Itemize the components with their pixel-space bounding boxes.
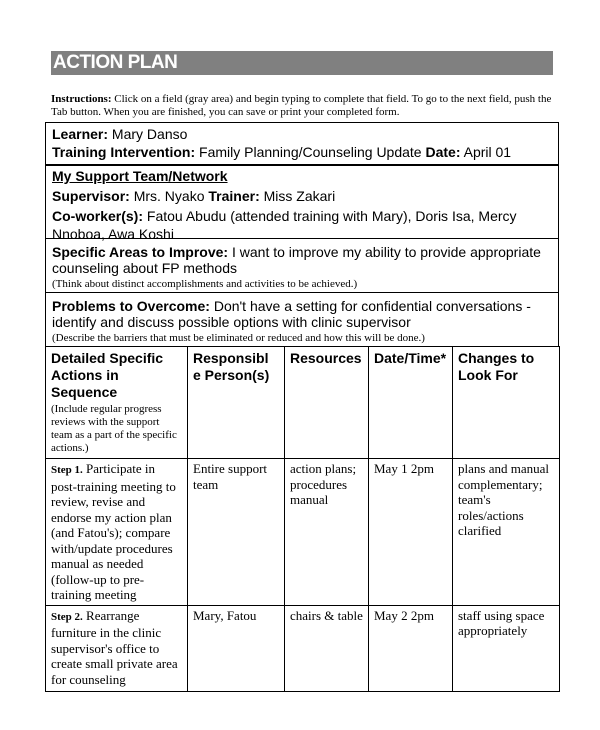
learner-value[interactable]: Mary Danso bbox=[108, 126, 188, 142]
page-title: ACTION PLAN bbox=[51, 51, 553, 75]
resources-cell[interactable]: chairs & table bbox=[285, 605, 369, 691]
resources-cell[interactable]: action plans; procedures manual bbox=[285, 459, 369, 606]
trainer-value[interactable]: Miss Zakari bbox=[259, 188, 336, 204]
problems-value[interactable]: Don't have a setting for confidential conversations - identify and discuss possible options with clinic supervisor bbox=[52, 298, 531, 330]
step-label: Step 2. bbox=[51, 610, 83, 623]
problems-hint: (Describe the barriers that must be eliminated or reduced and how this will be done.) bbox=[52, 332, 425, 344]
action-text: Participate in post-training meeting to review, revise and endorse my action plan (and Fatou's); compare with/update procedures manual as needed (follow-up to pre-training meeting bbox=[51, 461, 176, 602]
action-table bbox=[45, 346, 560, 692]
header-changes: Changes to Look For bbox=[453, 347, 560, 459]
areas-label: Specific Areas to Improve: bbox=[52, 244, 229, 260]
areas-value[interactable]: I want to improve my ability to provide appropriate counseling about FP methods bbox=[52, 244, 541, 276]
action-cell[interactable] bbox=[46, 605, 188, 691]
changes-cell[interactable]: plans and manual complementary; team's roles/actions clarified bbox=[453, 459, 560, 606]
date-cell[interactable]: May 1 2pm bbox=[369, 459, 453, 606]
instructions-text: Click on a field (gray area) and begin typing to complete that field. To go to the next field, push the Tab button. When you are finished, you can save or print your completed form. bbox=[51, 93, 552, 118]
changes-cell[interactable]: staff using space appropriately bbox=[453, 605, 560, 691]
person-cell[interactable]: Mary, Fatou bbox=[188, 605, 285, 691]
areas-section[interactable] bbox=[45, 238, 559, 293]
action-cell[interactable] bbox=[46, 459, 188, 606]
action-text: Rearrange furniture in the clinic supervisor's office to create small private area for counseling bbox=[51, 607, 178, 687]
header-person: Responsibl e Person(s) bbox=[188, 347, 285, 459]
header-date: Date/Time* bbox=[369, 347, 453, 459]
trainer-label: Trainer: bbox=[208, 188, 260, 204]
coworker-value[interactable]: Fatou Abudu (attended training with Mary), Doris Isa, Mercy Nnoboa, Awa Koshi bbox=[52, 208, 517, 242]
date-cell[interactable]: May 2 2pm bbox=[369, 605, 453, 691]
header-hint: (Include regular progress reviews with the support team as a part of the specific actions.) bbox=[51, 403, 177, 454]
support-section[interactable] bbox=[45, 164, 559, 242]
supervisor-value[interactable]: Mrs. Nyako bbox=[129, 188, 209, 204]
table-row bbox=[46, 459, 560, 606]
table-header-row bbox=[46, 347, 560, 459]
problems-section[interactable] bbox=[45, 292, 559, 347]
learner-section[interactable] bbox=[45, 122, 559, 166]
person-cell[interactable]: Entire support team bbox=[188, 459, 285, 606]
learner-label: Learner: bbox=[52, 126, 109, 142]
date-label: Date: bbox=[425, 144, 461, 160]
instructions-label: Instructions: bbox=[51, 93, 112, 105]
support-heading: My Support Team/Network bbox=[52, 168, 228, 184]
training-label: Training Intervention: bbox=[52, 144, 196, 160]
step-label: Step 1. bbox=[51, 464, 83, 476]
header-actions: Detailed Specific Actions in Sequence (Include regular progress reviews with the support team as a part of the specific actions.) bbox=[46, 347, 188, 459]
date-value[interactable]: April 01 bbox=[460, 144, 512, 160]
table-row bbox=[46, 605, 560, 691]
problems-label: Problems to Overcome: bbox=[52, 298, 210, 314]
training-value[interactable]: Family Planning/Counseling Update bbox=[195, 144, 426, 160]
coworker-label: Co-worker(s): bbox=[52, 208, 144, 224]
areas-hint: (Think about distinct accomplishments and activities to be achieved.) bbox=[52, 278, 358, 290]
header-resources: Resources bbox=[285, 347, 369, 459]
instructions bbox=[51, 93, 556, 119]
supervisor-label: Supervisor: bbox=[52, 188, 130, 204]
